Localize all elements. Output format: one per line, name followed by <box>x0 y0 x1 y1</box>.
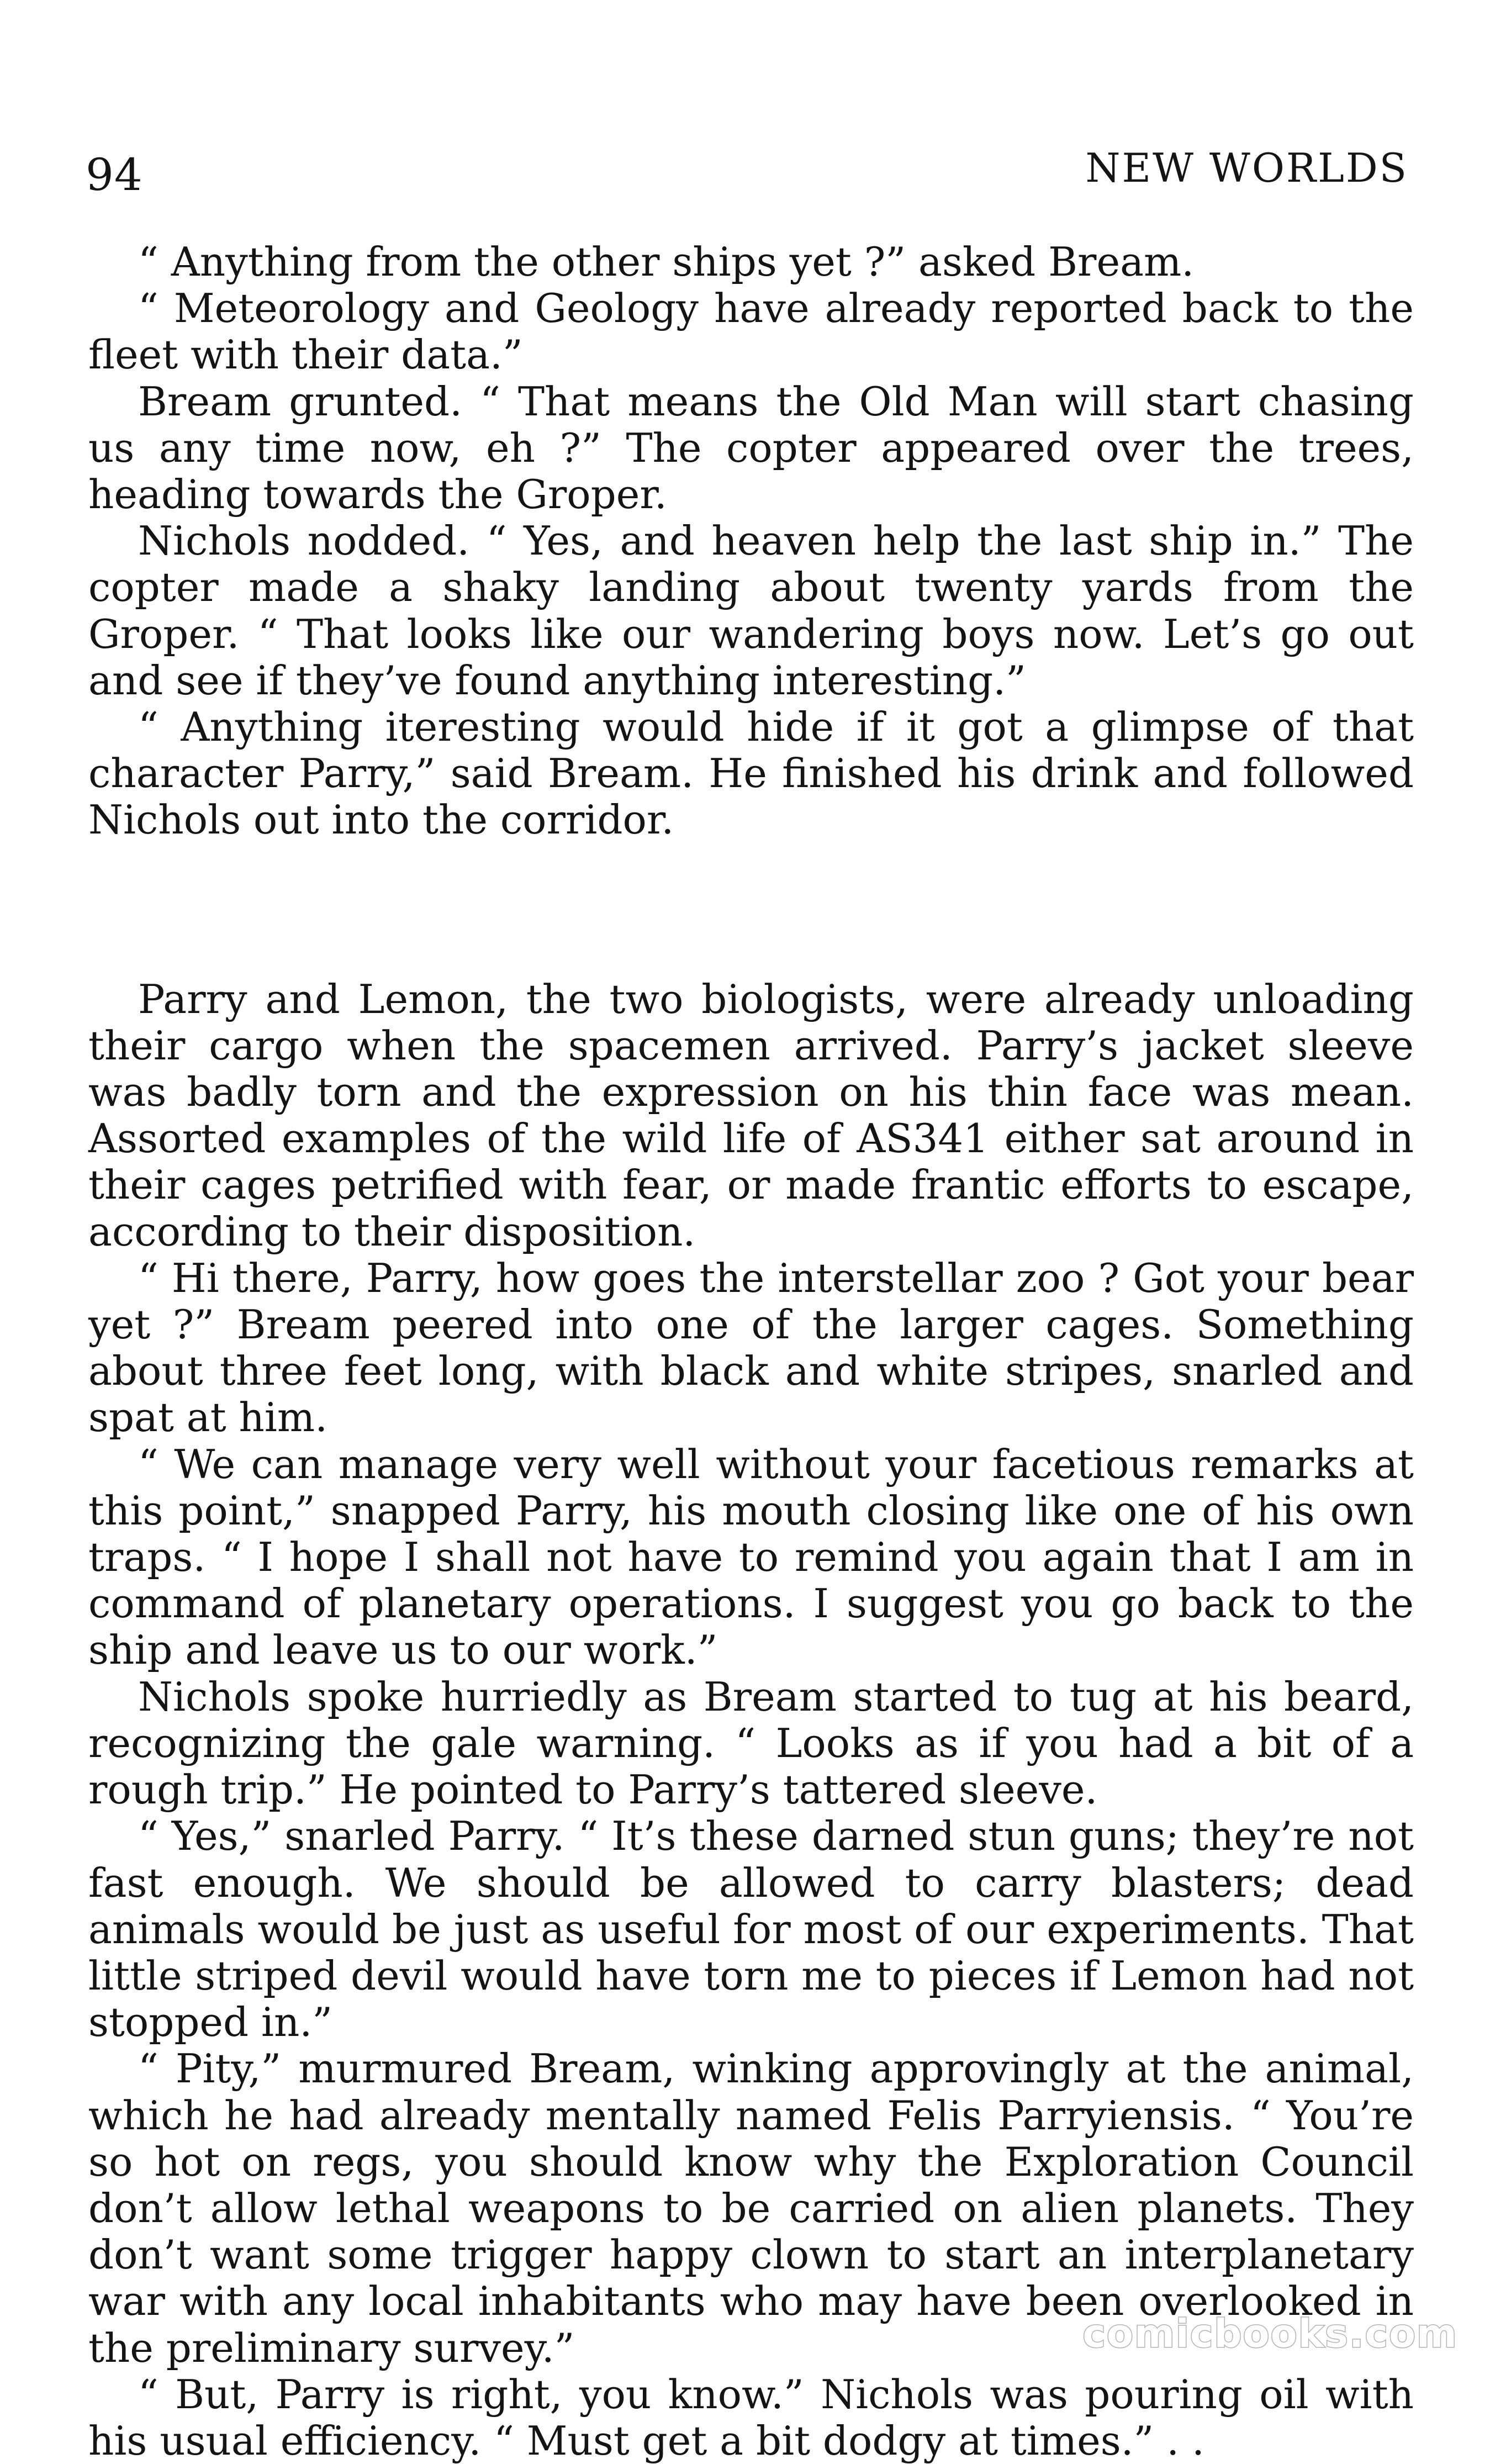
paragraph: “ We can manage very well without your facetious remarks at this point,” snapped Parry, his mouth closing like one of his own traps. “ I hope I shall not have to remind you again that I am in command of planetary operations. I suggest you go back to the ship and leave us to our work.” <box>88 1441 1414 1674</box>
paragraph: “ Hi there, Parry, how goes the interstellar zoo ? Got your bear yet ?” Bream peered into one of the larger cages. Something about three feet long, with black and white stripes, snarled and spat at him. <box>88 1254 1414 1441</box>
paragraph: Bream grunted. “ That means the Old Man will start chasing us any time now, eh ?” The copter appeared over the trees, heading towards the Groper. <box>88 378 1414 518</box>
paragraph: “ Anything from the other ships yet ?” asked Bream. <box>138 239 1195 285</box>
paragraph: “ Yes,” snarled Parry. “ It’s these darned stun guns; they’re not fast enough. We should be allowed to carry blasters; dead animals would be just as useful for most of our experiments. That little striped devil would have torn me to pieces if Lemon had not stopped in.” <box>88 1813 1414 2046</box>
page-number: 94 <box>86 149 143 201</box>
watermark: comicbooks.com <box>1082 2311 1458 2356</box>
running-title: NEW WORLDS <box>1085 145 1408 191</box>
section-break <box>88 843 1414 976</box>
paragraph: “ Pity,” murmured Bream, winking approvingly at the animal, which he had already mentally named Felis Parryiensis. “ You’re so hot on regs, you should know why the Exploration Council don’t allow lethal weapons to be carried on alien planets. They don’t want some trigger happy clown to start an interplanetary war with any local inhabitants who may have been overlooked in the preliminary survey.” <box>88 2045 1414 2371</box>
paragraph: Parry and Lemon, the two biologists, were already unloading their cargo when the spacemen arrived. Parry’s jacket sleeve was badly torn and the expression on his thin face was mean. Assorted examples of the wild life of AS341 either sat around in their cages petrified with fear, or made frantic efforts to escape, according to their disposition. <box>88 975 1414 1255</box>
paragraph: “ Meteorology and Geology have already reported back to the fleet with their data.” <box>88 285 1414 378</box>
story-text <box>88 239 1414 2464</box>
paragraph: Nichols nodded. “ Yes, and heaven help the last ship in.” The copter made a shaky landing about twenty yards from the Groper. “ That looks like our wandering boys now. Let’s go out and see if they’ve found anything interesting.” <box>88 518 1414 704</box>
paragraph: Nichols spoke hurriedly as Bream started to tug at his beard, recognizing the gale warning. “ Looks as if you had a bit of a rough trip.” He pointed to Parry’s tattered sleeve. <box>88 1673 1414 1813</box>
paragraph: “ But, Parry is right, you know.” Nichols was pouring oil with his usual efficiency. “ Must get a bit dodgy at times.” . . <box>88 2371 1414 2464</box>
paragraph: “ Anything iteresting would hide if it got a glimpse of that character Parry,” said Bream. He finished his drink and followed Nichols out into the corridor. <box>88 704 1414 843</box>
